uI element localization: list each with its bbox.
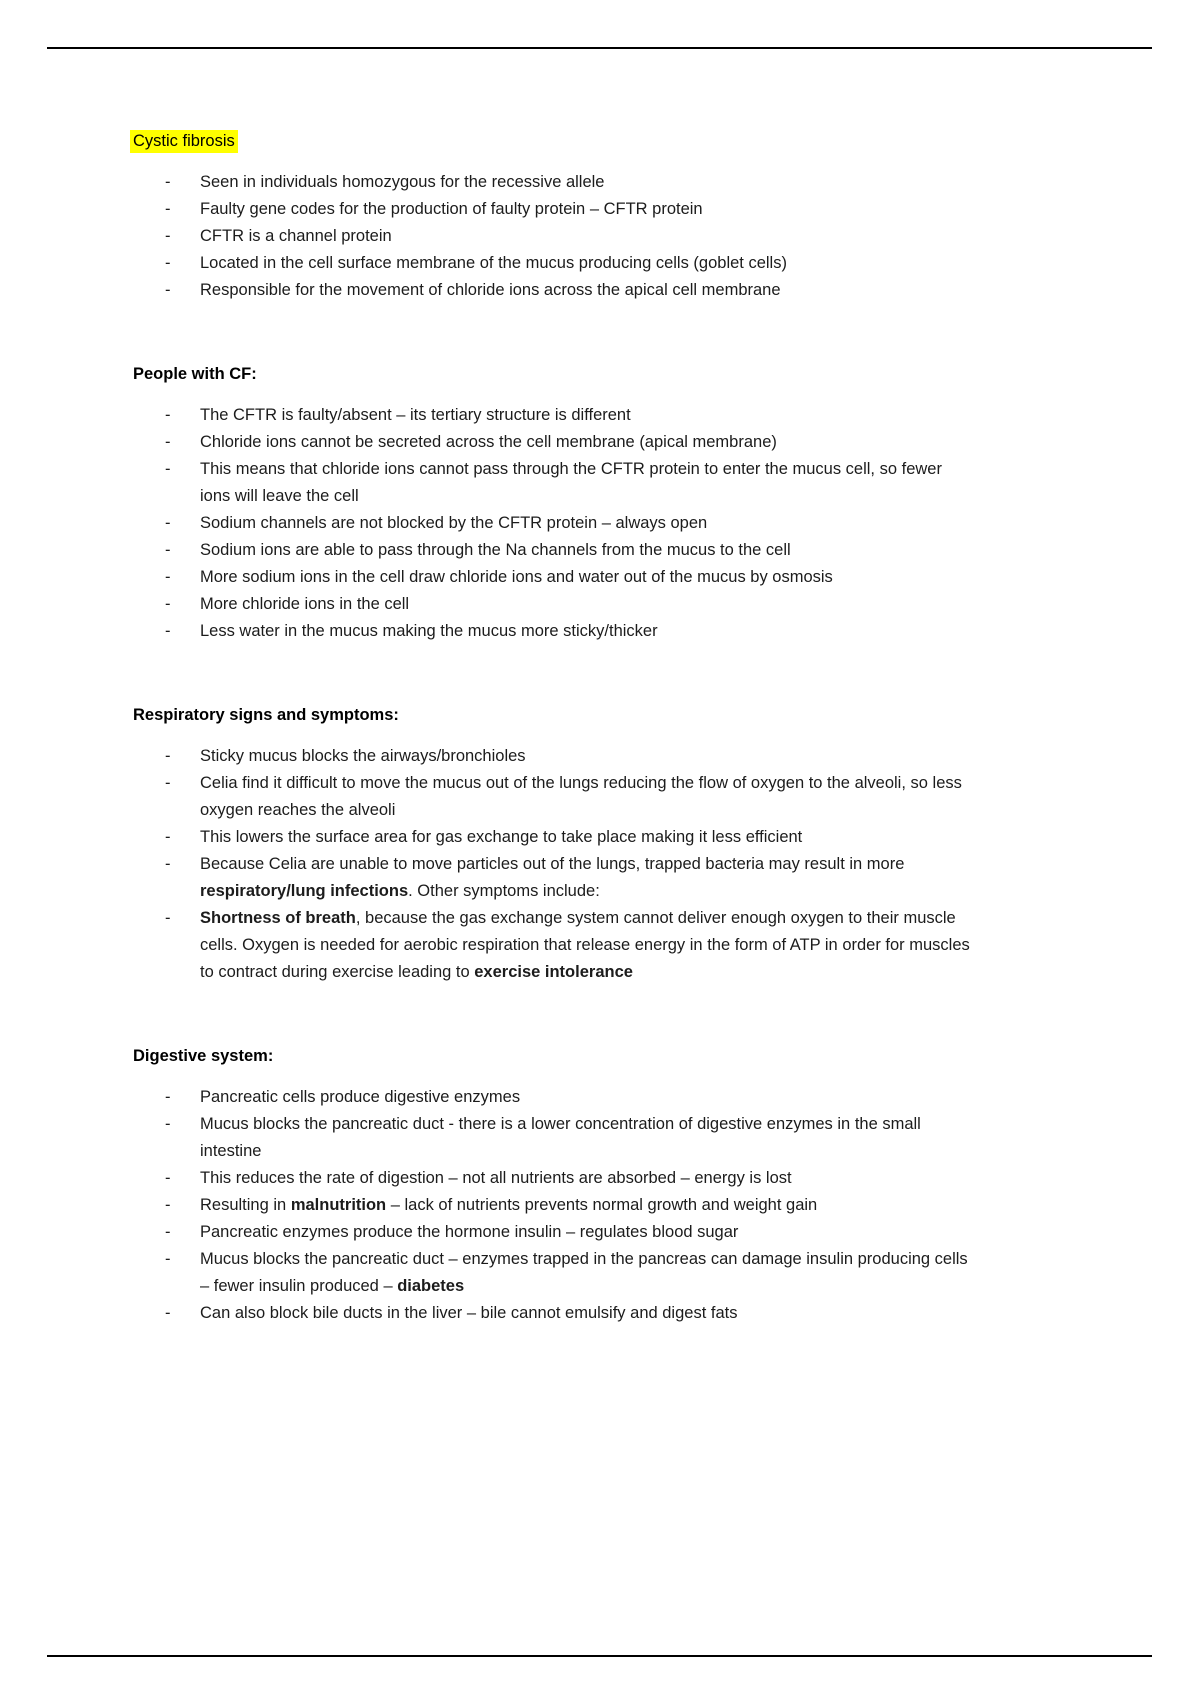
- bullet-text: CFTR is a channel protein: [200, 227, 392, 245]
- bullet-list: [133, 743, 978, 986]
- bullet-text: Shortness of breath, because the gas exchange system cannot deliver enough oxygen to their muscle cells. Oxygen is needed for aerobic respiration that release energy in the form of ATP in order for muscles to contract during exercise leading to exercise intolerance: [200, 909, 970, 981]
- bullet-list: [133, 1084, 978, 1327]
- bullet-text: Celia find it difficult to move the mucus out of the lungs reducing the flow of oxygen to the alveoli, so less oxygen reaches the alveoli: [200, 774, 962, 819]
- bullet-text: Sodium channels are not blocked by the CFTR protein – always open: [200, 514, 708, 532]
- bullet-marker: -: [165, 1304, 171, 1322]
- bullet-text: This means that chloride ions cannot pass through the CFTR protein to enter the mucus cell, so fewer ions will leave the cell: [200, 460, 942, 505]
- bullet-text: This reduces the rate of digestion – not all nutrients are absorbed – energy is lost: [200, 1169, 792, 1187]
- bullet-marker: -: [165, 1196, 171, 1214]
- bullet-text: Resulting in malnutrition – lack of nutrients prevents normal growth and weight gain: [200, 1196, 818, 1214]
- bullet-text: Because Celia are unable to move particles out of the lungs, trapped bacteria may result in more respiratory/lung infections. Other symptoms include:: [200, 855, 905, 900]
- bullet-text: Faulty gene codes for the production of faulty protein – CFTR protein: [200, 200, 703, 218]
- bullet-item: [133, 1219, 978, 1246]
- bullet-item: [133, 510, 978, 537]
- bullet-marker: -: [165, 747, 171, 765]
- document-content: [133, 130, 978, 1384]
- bullet-text: The CFTR is faulty/absent – its tertiary structure is different: [200, 406, 631, 424]
- bullet-item: [133, 169, 978, 196]
- bullet-list: [133, 402, 978, 645]
- bullet-text: Mucus blocks the pancreatic duct – enzymes trapped in the pancreas can damage insulin producing cells – fewer insulin produced – diabetes: [200, 1250, 968, 1295]
- bullet-item: [133, 770, 978, 824]
- bullet-item: [133, 824, 978, 851]
- bullet-marker: -: [165, 1169, 171, 1187]
- bullet-item: [133, 743, 978, 770]
- bullet-marker: -: [165, 568, 171, 586]
- bullet-marker: -: [165, 254, 171, 272]
- bullet-text: Responsible for the movement of chloride ions across the apical cell membrane: [200, 281, 781, 299]
- bullet-text: More sodium ions in the cell draw chloride ions and water out of the mucus by osmosis: [200, 568, 833, 586]
- bullet-marker: -: [165, 460, 171, 478]
- bullet-item: [133, 1165, 978, 1192]
- bullet-marker: -: [165, 281, 171, 299]
- bullet-text: This lowers the surface area for gas exchange to take place making it less efficient: [200, 828, 803, 846]
- bullet-marker: -: [165, 909, 171, 927]
- section-heading: People with CF:: [133, 365, 257, 383]
- bullet-text: Located in the cell surface membrane of the mucus producing cells (goblet cells): [200, 254, 787, 272]
- bullet-marker: -: [165, 855, 171, 873]
- bullet-item: [133, 1111, 978, 1165]
- bullet-text: Less water in the mucus making the mucus more sticky/thicker: [200, 622, 658, 640]
- bullet-text: Pancreatic enzymes produce the hormone insulin – regulates blood sugar: [200, 1223, 739, 1241]
- bullet-item: [133, 1300, 978, 1327]
- bullet-marker: -: [165, 774, 171, 792]
- bullet-marker: -: [165, 828, 171, 846]
- bullet-marker: -: [165, 595, 171, 613]
- bullet-item: [133, 429, 978, 456]
- bullet-marker: -: [165, 1250, 171, 1268]
- bullet-item: [133, 905, 978, 986]
- bullet-item: [133, 223, 978, 250]
- bullet-item: [133, 1246, 978, 1300]
- section: [133, 169, 978, 304]
- bullet-marker: -: [165, 1088, 171, 1106]
- bullet-text: Mucus blocks the pancreatic duct - there is a lower concentration of digestive enzymes in the small intestine: [200, 1115, 921, 1160]
- bullet-item: [133, 564, 978, 591]
- bullet-item: [133, 618, 978, 645]
- bullet-text: Pancreatic cells produce digestive enzymes: [200, 1088, 521, 1106]
- footer-rule: [47, 1655, 1152, 1657]
- bullet-marker: -: [165, 200, 171, 218]
- bullet-marker: -: [165, 514, 171, 532]
- bullet-marker: -: [165, 541, 171, 559]
- bullet-item: [133, 196, 978, 223]
- bullet-text: Sticky mucus blocks the airways/bronchioles: [200, 747, 526, 765]
- bullet-item: [133, 277, 978, 304]
- bullet-item: [133, 402, 978, 429]
- sections: [133, 169, 978, 1327]
- section-heading: Respiratory signs and symptoms:: [133, 706, 399, 724]
- section: [133, 1043, 978, 1327]
- bullet-item: [133, 591, 978, 618]
- bullet-marker: -: [165, 227, 171, 245]
- bullet-text: Sodium ions are able to pass through the Na channels from the mucus to the cell: [200, 541, 791, 559]
- bullet-item: [133, 456, 978, 510]
- bullet-marker: -: [165, 1115, 171, 1133]
- section: [133, 702, 978, 986]
- bullet-item: [133, 1084, 978, 1111]
- bullet-item: [133, 537, 978, 564]
- bullet-marker: -: [165, 1223, 171, 1241]
- bullet-marker: -: [165, 173, 171, 191]
- section-heading: Digestive system:: [133, 1047, 274, 1065]
- bullet-item: [133, 1192, 978, 1219]
- header-rule: [47, 47, 1152, 49]
- bullet-marker: -: [165, 406, 171, 424]
- bullet-text: Can also block bile ducts in the liver – bile cannot emulsify and digest fats: [200, 1304, 738, 1322]
- bullet-list: [133, 169, 978, 304]
- bullet-item: [133, 250, 978, 277]
- page-title: Cystic fibrosis: [130, 130, 238, 153]
- section: [133, 361, 978, 645]
- bullet-text: Seen in individuals homozygous for the recessive allele: [200, 173, 605, 191]
- bullet-marker: -: [165, 433, 171, 451]
- bullet-text: More chloride ions in the cell: [200, 595, 410, 613]
- bullet-text: Chloride ions cannot be secreted across the cell membrane (apical membrane): [200, 433, 777, 451]
- bullet-item: [133, 851, 978, 905]
- bullet-marker: -: [165, 622, 171, 640]
